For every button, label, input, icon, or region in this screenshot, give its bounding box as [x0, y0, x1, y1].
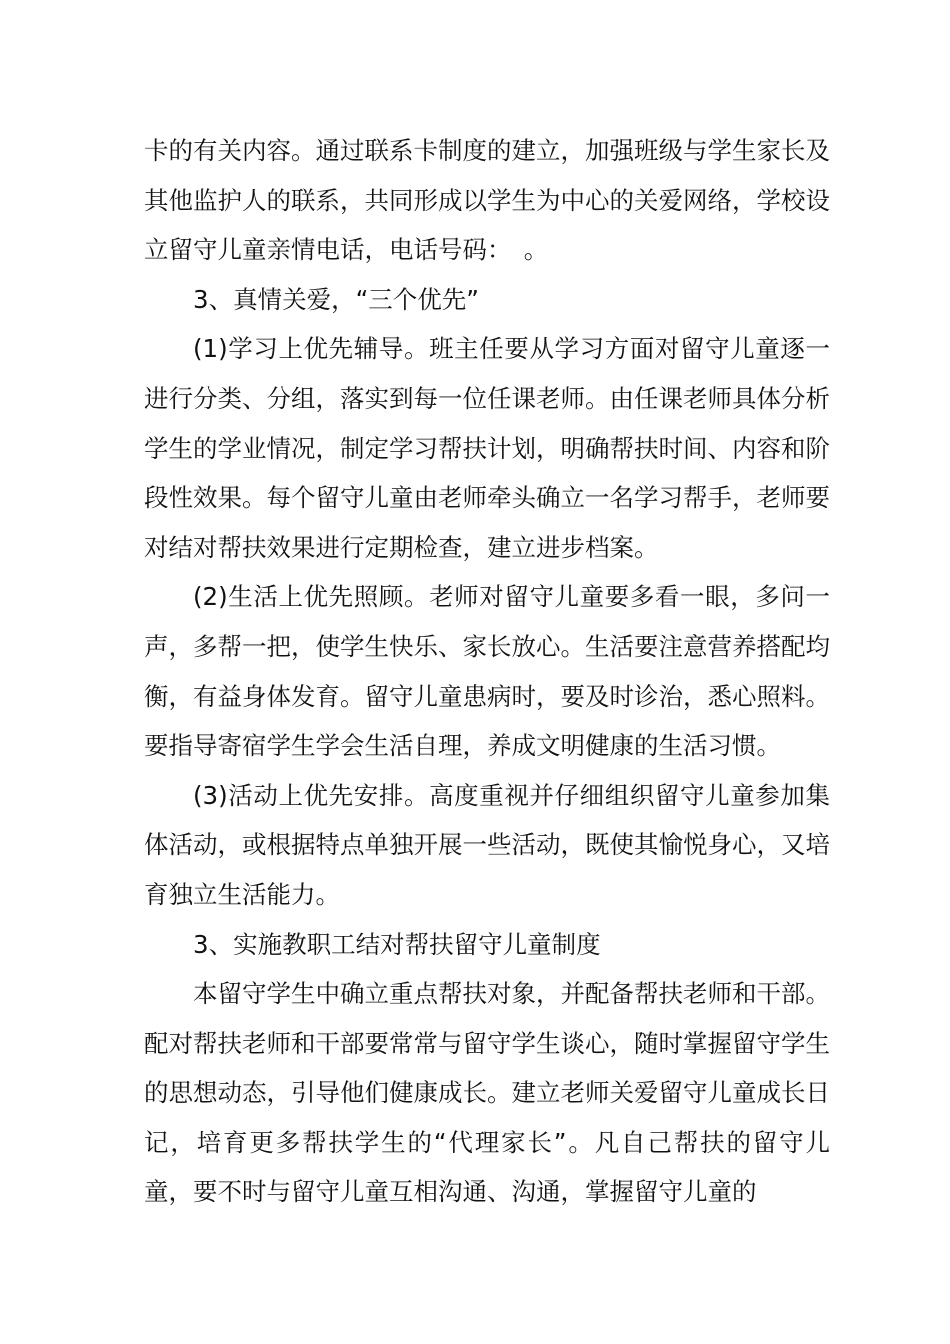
paragraph-continuation: 卡的有关内容。通过联系卡制度的建立，加强班级与学生家长及其他监护人的联系，共同形成以学生为中心的关爱网络，学校设立留守儿童亲情电话，电话号码： 。 [144, 136, 830, 265]
section-heading: 3、真情关爱，“三个优先” [193, 284, 479, 314]
paragraph-activity-priority: (3)活动上优先安排。高度重视并仔细组织留守儿童参加集体活动，或根据特点单独开展一些活动，既使其愉悦身心，又培育独立生活能力。 [144, 780, 830, 909]
paragraph-life-priority: (2)生活上优先照顾。老师对留守儿童要多看一眼，多问一声，多帮一把，使学生快乐、家长放心。生活要注意营养搭配均衡，有益身体发育。留守儿童患病时，要及时诊治，悉心照料。要指导寄宿学生学会生活自理，养成文明健康的生活习惯。 [144, 582, 830, 761]
document-body [144, 126, 830, 1217]
paragraph-study-priority: (1)学习上优先辅导。班主任要从学习方面对留守儿童逐一进行分类、分组，落实到每一位任课老师。由任课老师具体分析学生的学业情况，制定学习帮扶计划，明确帮扶时间、内容和阶段性效果。每个留守儿童由老师牵头确立一名学习帮手，老师要对结对帮扶效果进行定期检查，建立进步档案。 [144, 334, 830, 562]
paragraph-mentoring: 本留守学生中确立重点帮扶对象，并配备帮扶老师和干部。配对帮扶老师和干部要常常与留守学生谈心，随时掌握留守学生的思想动态，引导他们健康成长。建立老师关爱留守儿童成长日记，培育更多帮扶学生的“代理家长”。凡自己帮扶的留守儿童，要不时与留守儿童互相沟通、沟通，掌握留守儿童的 [144, 979, 830, 1207]
section-heading: 3、实施教职工结对帮扶留守儿童制度 [193, 929, 601, 959]
